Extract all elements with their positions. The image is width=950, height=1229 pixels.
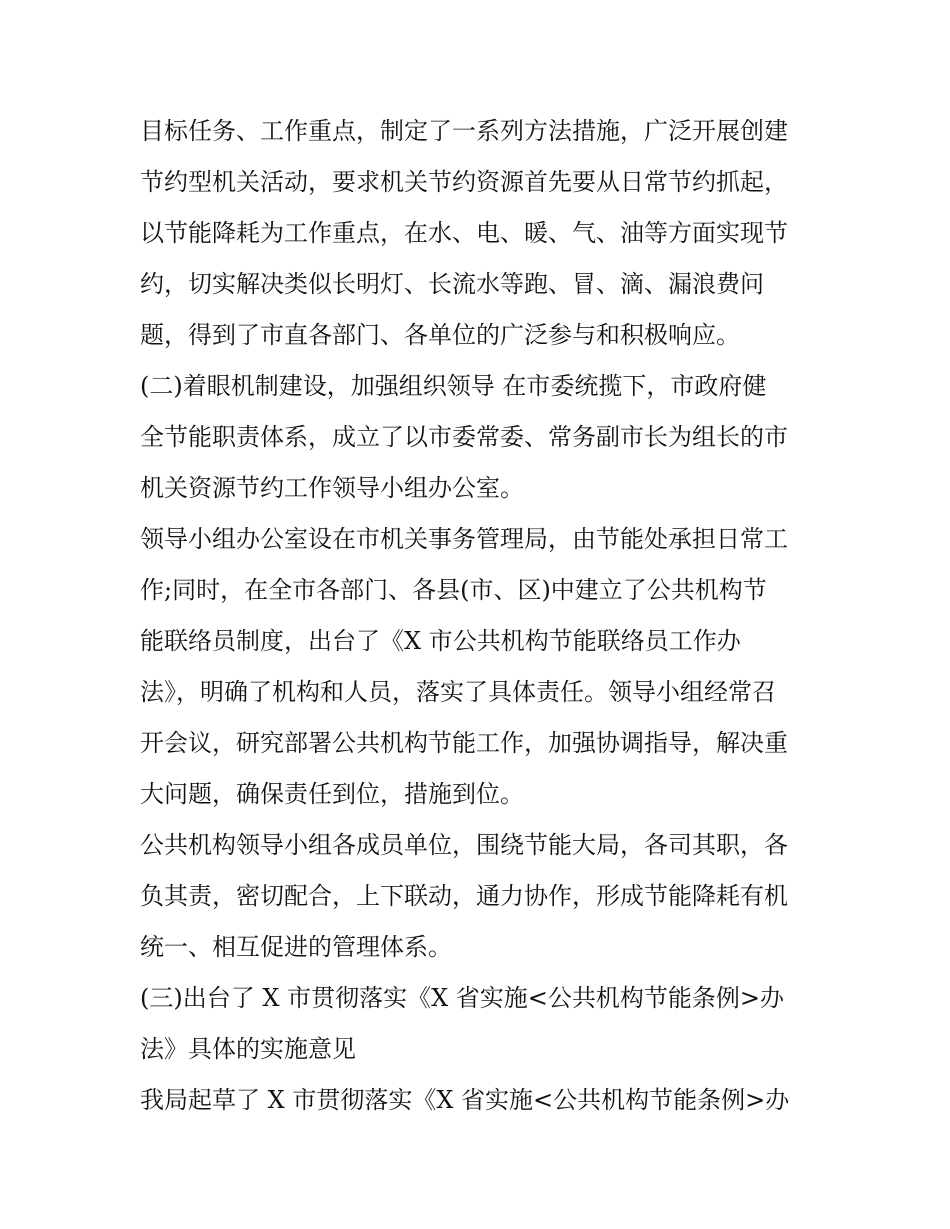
text-line: 公共机构领导小组各成员单位，围绕节能大局，各司其职，各 [140,831,788,859]
text-line: 法》具体的实施意见 [140,1035,356,1063]
section-heading-two: (二)着眼机制建设，加强组织领导 在市委统揽下，市政府健 [140,372,767,400]
text-line: 法》，明确了机构和人员，落实了具体责任。领导小组经常召 [140,678,776,706]
text-line: 开会议，研究部署公共机构节能工作，加强协调指导，解决重 [140,729,788,757]
text-line: 作;同时，在全市各部门、各县(市、区)中建立了公共机构节 [140,576,767,604]
text-line: 大问题，确保责任到位，措施到位。 [140,780,524,808]
section-heading-three: (三)出台了 X 市贯彻落实《X 省实施<公共机构节能条例>办 [140,984,785,1012]
text-line: 节约型机关活动，要求机关节约资源首先要从日常节约抓起， [140,168,788,196]
text-line: 能联络员制度，出台了《X 市公共机构节能联络员工作办 [140,627,741,655]
document-body [140,106,830,1126]
text-line: 负其责，密切配合，上下联动，通力协作，形成节能降耗有机 [140,882,788,910]
text-line: 领导小组办公室设在市机关事务管理局，由节能处承担日常工 [140,525,788,553]
text-line: 全节能职责体系，成立了以市委常委、常务副市长为组长的市 [140,423,788,451]
text-line: 机关资源节约工作领导小组办公室。 [140,474,524,502]
text-line: 以节能降耗为工作重点，在水、电、暖、气、油等方面实现节 [140,219,788,247]
text-line: 统一、相互促进的管理体系。 [140,933,452,961]
text-line: 约，切实解决类似长明灯、长流水等跑、冒、滴、漏浪费问 [140,270,764,298]
text-line: 我局起草了 X 市贯彻落实《X 省实施<公共机构节能条例>办 [140,1086,790,1114]
text-line: 题，得到了市直各部门、各单位的广泛参与和积极响应。 [140,321,740,349]
text-line: 目标任务、工作重点，制定了一系列方法措施，广泛开展创建 [140,117,788,145]
